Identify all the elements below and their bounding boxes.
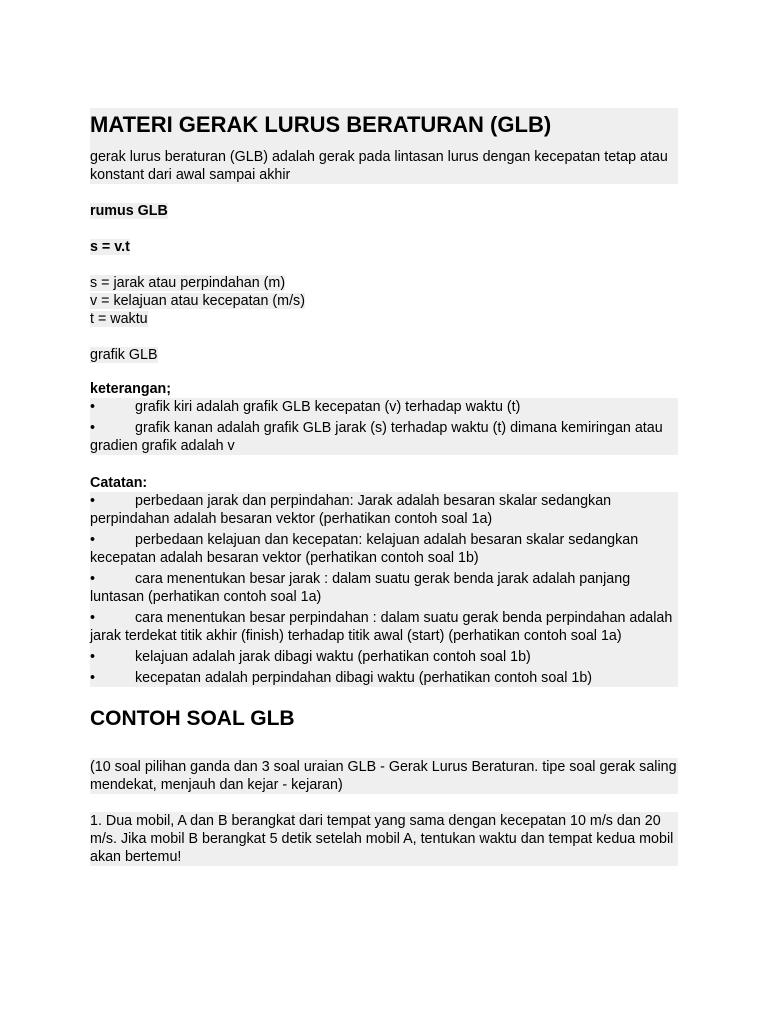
list-item: • perbedaan jarak dan perpindahan: Jarak adalah besaran skalar sedangkan perpindahan adalah besaran vektor (perhatikan contoh soal 1a) [90, 493, 612, 527]
keterangan-heading: keterangan; [90, 381, 172, 397]
list-item: • grafik kiri adalah grafik GLB kecepatan (v) terhadap waktu (t) [90, 399, 521, 415]
list-item: • perbedaan kelajuan dan kecepatan: kelajuan adalah besaran skalar sedangkan kecepatan adalah besaran vektor (perhatikan contoh soal 1b) [90, 532, 639, 566]
list-item: • grafik kanan adalah grafik GLB jarak (s) terhadap waktu (t) dimana kemiringan atau gradien grafik adalah v [90, 420, 663, 454]
list-item: • kecepatan adalah perpindahan dibagi waktu (perhatikan contoh soal 1b) [90, 670, 593, 686]
list-item: • cara menentukan besar perpindahan : dalam suatu gerak benda perpindahan adalah jarak terdekat titik akhir (finish) terhadap titik awal (start) (perhatikan contoh soal 1a) [90, 610, 673, 644]
soal-1: 1. Dua mobil, A dan B berangkat dari tempat yang sama dengan kecepatan 10 m/s dan 20 m/s. Jika mobil B berangkat 5 detik setelah mobil A, tentukan waktu dan tempat kedua mobil akan bertemu! [90, 812, 678, 866]
intro-paragraph: gerak lurus beraturan (GLB) adalah gerak pada lintasan lurus dengan kecepatan tetap atau konstant dari awal sampai akhir [90, 148, 678, 184]
contoh-heading: CONTOH SOAL GLB [90, 707, 295, 730]
contoh-intro: (10 soal pilihan ganda dan 3 soal uraian GLB - Gerak Lurus Beraturan. tipe soal gerak saling mendekat, menjauh dan kejar - kejaran) [90, 759, 677, 793]
variable-s: s = jarak atau perpindahan (m) [90, 275, 286, 291]
grafik-label: grafik GLB [90, 347, 158, 363]
formula: s = v.t [90, 239, 130, 255]
document-body [90, 108, 678, 866]
rumus-heading: rumus GLB [90, 203, 168, 219]
keterangan-list [90, 398, 678, 455]
page-title: MATERI GERAK LURUS BERATURAN (GLB) [90, 108, 678, 148]
variable-t: t = waktu [90, 311, 148, 327]
catatan-heading: Catatan: [90, 475, 148, 491]
variable-list [90, 274, 678, 328]
list-item: • cara menentukan besar jarak : dalam suatu gerak benda jarak adalah panjang luntasan (perhatikan contoh soal 1a) [90, 571, 631, 605]
variable-v: v = kelajuan atau kecepatan (m/s) [90, 293, 305, 309]
catatan-list [90, 492, 678, 687]
list-item: • kelajuan adalah jarak dibagi waktu (perhatikan contoh soal 1b) [90, 649, 531, 665]
